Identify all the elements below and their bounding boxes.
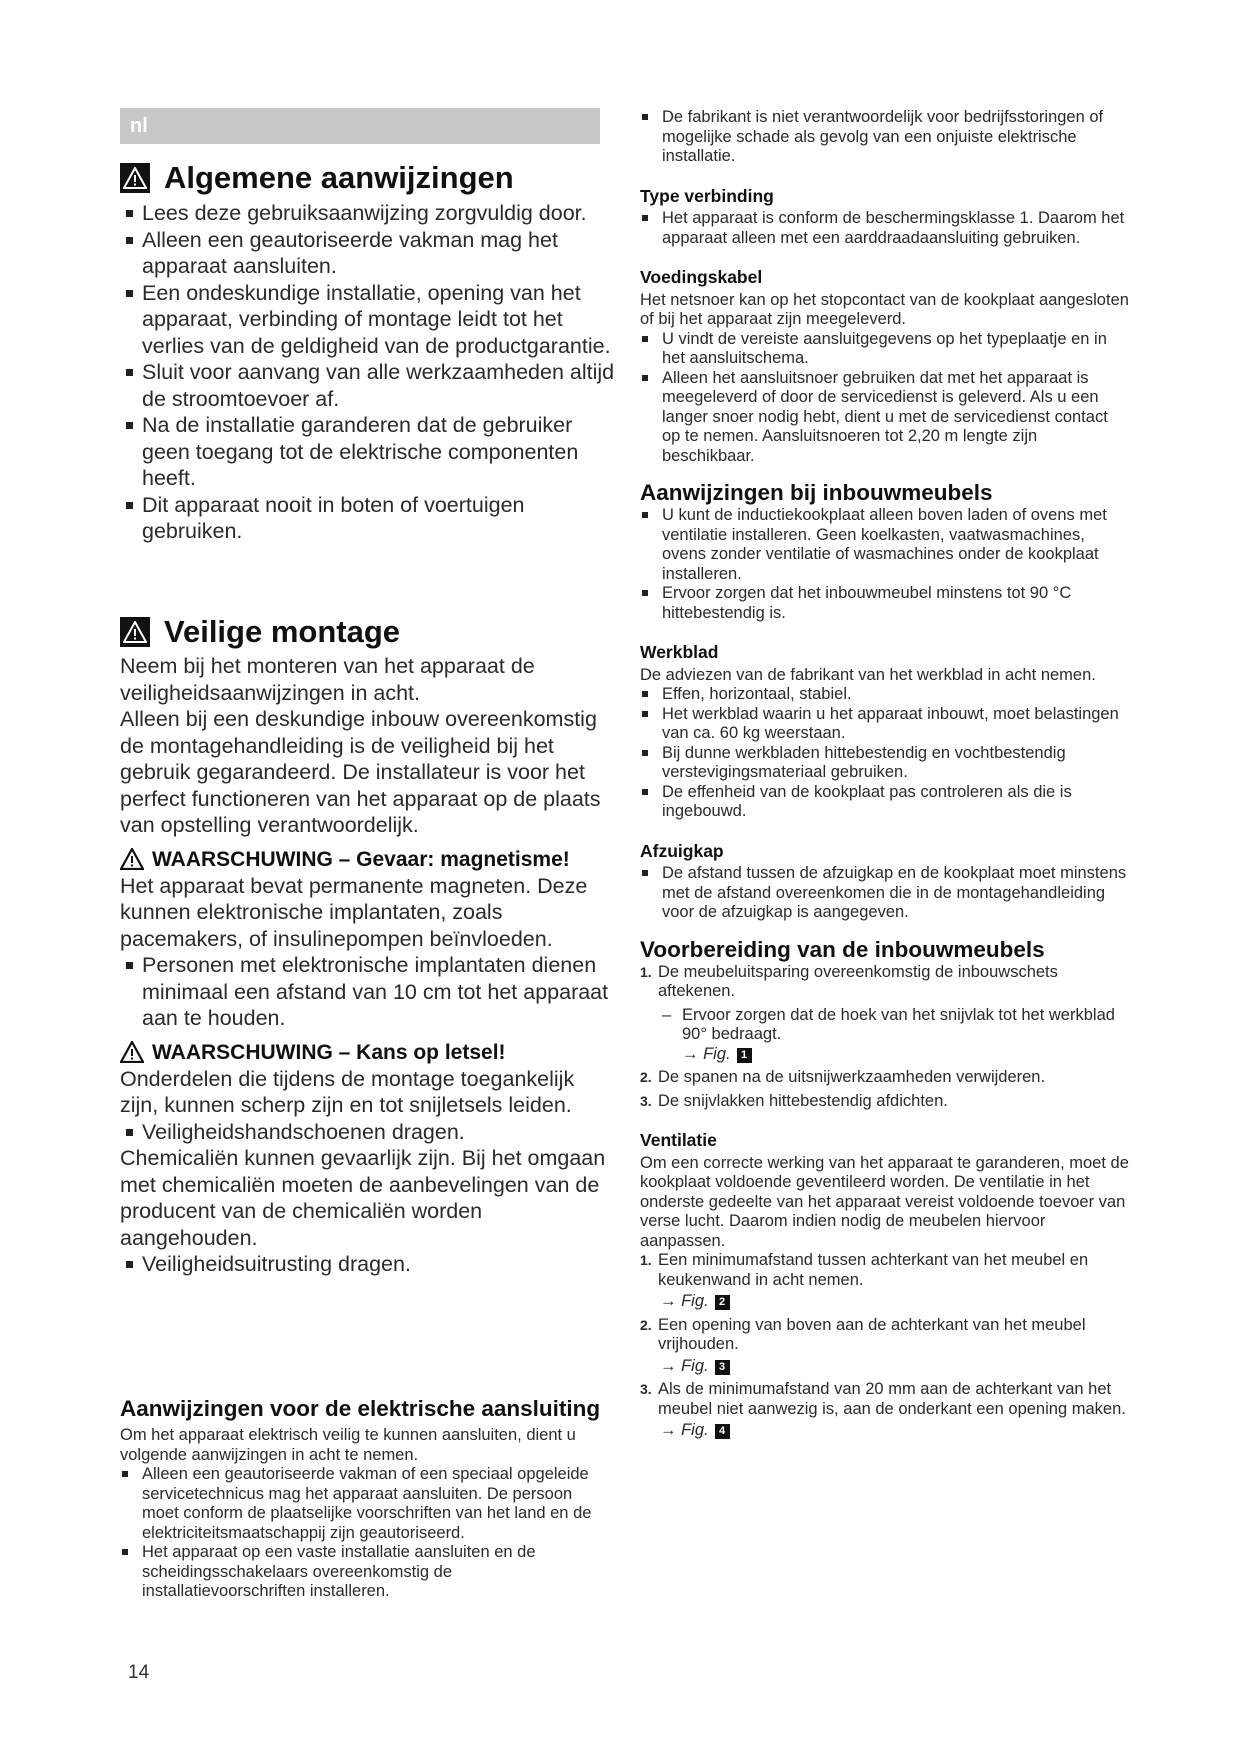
list-item: Alleen het aansluitsnoer gebruiken dat met het apparaat is meegeleverd of door de servicedienst is geleverd. Als u een langer snoer nodig hebt, dient u met de servicedienst contact op te nemen. Aansluitsnoeren tot 2,20 m lengte zijn beschikbaar. [640, 369, 1130, 467]
warning-triangle-icon [120, 848, 144, 870]
list-item: U kunt de inductiekookplaat alleen boven laden of ovens met ventilatie installeren. Geen koelkasten, vaatwasmachines, ovens zonder ventilatie of wasmachines onder de kookplaat installeren. [640, 506, 1130, 584]
vent-steps [640, 1316, 1130, 1355]
safe-montage-body [120, 653, 610, 1278]
step: 2. De spanen na de uitsnijwerkzaamheden verwijderen. [640, 1068, 1046, 1086]
action-list [120, 952, 610, 1032]
section-heading: Voorbereiding van de inbouwmeubels [640, 936, 1045, 962]
prep-steps [640, 1068, 1130, 1111]
warning-heading: WAARSCHUWING – Gevaar: magnetisme! [120, 847, 610, 873]
section-title-safe: Veilige montage [120, 614, 400, 650]
section-heading: Aanwijzingen voor de elektrische aansluiting [120, 1396, 601, 1421]
general-list [120, 200, 620, 545]
list-item: Bij dunne werkbladen hittebestendig en vochtbestendig verstevigingsmateriaal gebruiken. [640, 744, 1130, 783]
list [640, 330, 1130, 467]
list [640, 108, 1130, 167]
vent-steps [640, 1380, 1130, 1419]
paragraph: Onderdelen die tijdens de montage toegankelijk zijn, kunnen scherp zijn en tot snijletsels leiden. [120, 1066, 575, 1117]
subheading: Ventilatie [640, 1130, 717, 1150]
list-item: Lees deze gebruiksaanwijzing zorgvuldig door. [120, 200, 620, 227]
right-column [640, 108, 1130, 1441]
subheading: Type verbinding [640, 185, 774, 206]
step: 1. De meubeluitsparing overeenkomstig de inbouwschets aftekenen. [640, 962, 1058, 1000]
warning-heading: WAARSCHUWING – Kans op letsel! [120, 1040, 610, 1066]
prep-steps [640, 963, 1130, 1002]
language-bar [120, 108, 600, 144]
figure-number: 3 [715, 1360, 730, 1375]
warning-icon [120, 617, 150, 647]
action-item: Veiligheidshandschoenen dragen. [120, 1119, 610, 1146]
warning-triangle-icon [120, 1041, 144, 1063]
section-heading: Aanwijzingen bij inbouwmeubels [640, 480, 993, 505]
figure-reference: → Fig. 4 [640, 1421, 1130, 1441]
list-item: De fabrikant is niet verantwoordelijk voor bedrijfsstoringen of mogelijke schade als gevolg van een onjuiste elektrische installatie. [640, 108, 1130, 167]
action-item: Veiligheidsuitrusting dragen. [120, 1251, 610, 1278]
paragraph: Om het apparaat elektrisch veilig te kunnen aansluiten, dient u volgende aanwijzingen in acht te nemen. [120, 1426, 576, 1464]
subheading: Voedingskabel [640, 267, 763, 287]
vent-steps [640, 1251, 1130, 1290]
list-item: Sluit voor aanvang van alle werkzaamheden altijd de stroomtoevoer af. [120, 359, 620, 412]
list-item: Na de installatie garanderen dat de gebruiker geen toegang tot de elektrische componenten heeft. [120, 412, 620, 492]
list-item: Effen, horizontaal, stabiel. [640, 685, 1130, 705]
list-item: Het apparaat op een vaste installatie aansluiten en de scheidingsschakelaars overeenkomstig de installatievoorschriften installeren. [120, 1543, 610, 1602]
list-item: Alleen een geautoriseerde vakman mag het apparaat aansluiten. [120, 227, 620, 280]
action-list [120, 1251, 610, 1278]
electric-section [120, 1396, 610, 1602]
list-item: U vindt de vereiste aansluitgegevens op het typeplaatje en in het aansluitschema. [640, 330, 1130, 369]
figure-reference: → Fig. 1 [640, 1045, 1130, 1065]
figure-number: 1 [737, 1048, 752, 1063]
step: 2. Een opening van boven aan de achterkant van het meubel vrijhouden. [640, 1315, 1086, 1353]
step: 3. Als de minimumafstand van 20 mm aan de achterkant van het meubel niet aanwezig is, aan de onderkant een opening maken. [640, 1380, 1126, 1418]
action-item: Personen met elektronische implantaten dienen minimaal een afstand van 10 cm tot het apparaat aan te houden. [120, 952, 610, 1032]
list-item: Ervoor zorgen dat het inbouwmeubel minstens tot 90 °C hittebestendig is. [640, 584, 1130, 623]
list [640, 506, 1130, 623]
list-item: De afstand tussen de afzuigkap en de kookplaat moet minstens met de afstand overeenkomen die in de montagehandleiding voor de afzuigkap is aangegeven. [640, 864, 1130, 923]
electric-list [120, 1465, 610, 1602]
list-item: Alleen een geautoriseerde vakman of een speciaal opgeleide servicetechnicus mag het apparaat aansluiten. De persoon moet conform de plaatselijke voorschriften van het land en de elektriciteitsmaatschappij zijn geautoriseerd. [120, 1465, 610, 1543]
paragraph: Om een correcte werking van het apparaat te garanderen, moet de kookplaat voldoende geventileerd worden. De ventilatie in het onderste gedeelte van het apparaat vereist voldoende toevoer van verse lucht. Daarom indien nodig de meubelen hiervoor aanpassen. [640, 1153, 1129, 1250]
paragraph: De adviezen van de fabrikant van het werkblad in acht nemen. [640, 665, 1096, 684]
step: 3. De snijvlakken hittebestendig afdichten. [640, 1091, 948, 1110]
section-title-general: Algemene aanwijzingen [120, 160, 514, 196]
list [640, 864, 1130, 923]
paragraph: Het netsnoer kan op het stopcontact van de kookplaat aangesloten of bij het apparaat zijn meegeleverd. [640, 290, 1129, 328]
step: 1. Een minimumafstand tussen achterkant van het meubel en keukenwand in acht nemen. [640, 1251, 1089, 1289]
sub-step: – Ervoor zorgen dat de hoek van het snijvlak tot het werkblad 90° bedraagt. [640, 1006, 1130, 1045]
list-item: Het werkblad waarin u het apparaat inbouwt, moet belastingen van ca. 60 kg weerstaan. [640, 705, 1130, 744]
language-code: nl [130, 115, 148, 137]
list-item: Een ondeskundige installatie, opening van het apparaat, verbinding of montage leidt tot het verlies van de geldigheid van de productgarantie. [120, 280, 620, 360]
paragraph: Het apparaat bevat permanente magneten. Deze kunnen elektronische implantaten, zoals pacemakers, of insulinepompen beïnvloeden. [120, 873, 588, 951]
paragraph: Chemicaliën kunnen gevaarlijk zijn. Bij het omgaan met chemicaliën moeten de aanbevelingen van de producent van de chemicaliën worden aangehouden. [120, 1146, 606, 1250]
list-item: Dit apparaat nooit in boten of voertuigen gebruiken. [120, 492, 620, 545]
paragraph: Alleen bij een deskundige inbouw overeenkomstig de montagehandleiding is de veiligheid bij het gebruik gegarandeerd. De installateur is voor het perfect functioneren van het apparaat op de plaats van opstelling verantwoordelijk. [120, 707, 601, 837]
paragraph: Neem bij het monteren van het apparaat de veiligheidsaanwijzingen in acht. [120, 654, 535, 705]
subheading: Afzuigkap [640, 840, 724, 861]
subheading: Werkblad [640, 642, 719, 662]
list-item: Het apparaat is conform de beschermingsklasse 1. Daarom het apparaat alleen met een aarddraadaansluiting gebruiken. [640, 209, 1130, 248]
figure-reference: → Fig. 2 [640, 1292, 1130, 1312]
figure-number: 4 [715, 1424, 730, 1439]
list [640, 685, 1130, 822]
page-number: 14 [128, 1662, 150, 1683]
figure-reference: → Fig. 3 [640, 1357, 1130, 1377]
figure-number: 2 [715, 1295, 730, 1310]
warning-icon [120, 163, 150, 193]
list-item: De effenheid van de kookplaat pas controleren als die is ingebouwd. [640, 783, 1130, 822]
action-list [120, 1119, 610, 1146]
list [640, 209, 1130, 248]
